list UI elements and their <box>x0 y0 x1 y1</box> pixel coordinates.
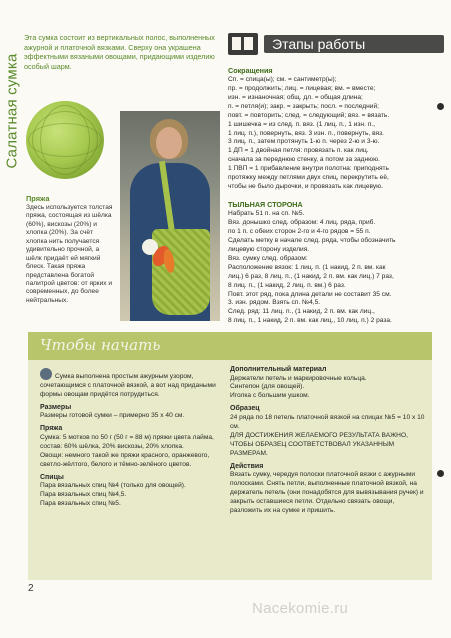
actions-heading: Действия <box>230 462 264 470</box>
sample-heading: Образец <box>230 405 260 413</box>
instruction-line: Набрать 51 п. на сп. №5. <box>228 209 305 217</box>
needle-item: Пара вязальных спиц №4 (только для овощей). <box>40 482 186 490</box>
getting-started-band <box>28 332 432 360</box>
getting-started-title: Чтобы начать <box>40 336 161 354</box>
extra-item: Синтепон (для овощей). <box>230 383 305 391</box>
abbrev-line: чтобы не было дырочки, и провязать как лицевую. <box>228 183 383 191</box>
yarn-ball-image <box>26 101 104 179</box>
instructions-column <box>228 62 428 326</box>
materials-column <box>40 368 228 509</box>
abbrev-line: пр. = продолжить; лиц. = лицевая; вм. = вместе; <box>228 84 376 92</box>
book-icon <box>228 33 258 55</box>
needles-heading: Спицы <box>40 473 64 481</box>
actions-text: Вязать сумку, чередуя полоски платочной вязки с ажурными полосками. Снять петли, выполненные платочной вязкой, на держатель петель (они понадобятся для вывязывания ручек) и закрыть оставшиеся петли. Отдельно связать овощи, разложить их на сумке и пришить. <box>230 471 424 514</box>
abbrev-line: повт. = повторить; след. = следующий; вяз. = вязать. <box>228 111 390 119</box>
abbrev-line: сначала за переднюю стенку, а потом за заднюю. <box>228 156 380 164</box>
punch-hole <box>437 470 444 477</box>
abbrev-line: изн. = изнаночная; общ. дл. = общая длина; <box>228 93 363 101</box>
abbrev-line: Сп. = спица(ы); см. = сантиметр(ы); <box>228 75 337 83</box>
instruction-line: лиц.) 6 раз, 8 лиц. п., (1 накид, 2 п. вм. как лиц.) 7 раз, <box>228 272 394 280</box>
instruction-line: 8 лиц. п., 1 накид, 2 п. вм. как лиц., 10 лиц. п.) 2 раза. <box>228 317 392 325</box>
instruction-line: Сделать метку в начале след. ряда, чтобы обозначить <box>228 236 396 244</box>
instruction-line: Вяз. донышко след. образом: 4 лиц. ряда, приб. <box>228 218 376 226</box>
page-number: 2 <box>28 583 34 594</box>
abbrev-line: 1 ПВП = 1 прибавление внутри полотна: приподнять <box>228 165 389 173</box>
sample-text: 24 ряда по 18 петель платочной вязкой на спицах №5 = 10 х 10 см. <box>230 413 425 430</box>
abbrev-line: 3 лиц. п., затем протянуть 1-ю п. через 2-ю и 3-ю. <box>228 138 380 146</box>
extra-item: Иголка с большим ушком. <box>230 392 310 400</box>
model-photo <box>120 111 220 321</box>
extra-heading: Дополнительный материал <box>230 366 327 373</box>
yarn-materials-heading: Пряжа <box>40 425 63 433</box>
yarn-heading: Пряжа <box>26 194 50 203</box>
stages-header <box>228 33 428 55</box>
back-instructions <box>228 210 428 326</box>
bottom-intro: Сумка выполнена простым ажурным узором, сочетающимся с платочной вязкой, а вот над придаными формы овощам придётся потрудиться. <box>40 368 228 400</box>
yarn-veg-text: Овощи: немного такой же пряжи красного, оранжевого, светло-жёлтого, белого и тёмно-зелёного цветов. <box>40 451 210 468</box>
abbrev-line: п. = петля(и); закр. = закрыть; посл. = последний; <box>228 102 379 110</box>
getting-started-box <box>28 332 432 580</box>
abbrev-heading: Сокращения <box>228 66 273 75</box>
instruction-line: по 1 п. с обеих сторон 2-го и 4-го рядов = 55 п. <box>228 227 371 235</box>
instruction-line: Вяз. сумку след. образом: <box>228 254 308 262</box>
sample-warning: ДЛЯ ДОСТИЖЕНИЯ ЖЕЛАЕМОГО РЕЗУЛЬТАТА ВАЖНО, ЧТОБЫ ОБРАЗЕЦ СООТВЕТСТВОВАЛ УКАЗАННЫМ РАЗМЕРАМ. <box>230 431 408 457</box>
yarn-bag-text: Сумка: 5 мотков по 50 г (50 г = 88 м) пряжи цвета лайма, состав: 60% шёлка, 20% вискозы, 20% хлопка. <box>40 433 214 450</box>
instruction-line: 3. изн. рядом. Взять сп. №4,5. <box>228 299 321 307</box>
needle-item: Пара вязальных спиц №4,5. <box>40 491 127 499</box>
back-heading: ТЫЛЬНАЯ СТОРОНА <box>228 200 303 210</box>
instruction-line: 8 лиц. п., (1 накид, 2 лиц. п. вм.) 6 раз. <box>228 281 346 289</box>
extras-column <box>230 362 426 516</box>
yarn-description: Здесь используется толстая пряжа, состоящая из шёлка (60%), вискозы (20%) и хлопка (20%). За счёт хлопка нить получается удивительно прочной, а шёлк придаёт ей мягкий блеск. Такая пряжа представлена богатой палитрой цветов: от ярких и современных, до более нейтральных. <box>26 204 113 304</box>
size-text: Размеры готовой сумки – примерно 35 х 40 см. <box>40 412 185 420</box>
abbrev-line: протяжку между петлями двух спиц, перекрутить её, <box>228 174 389 182</box>
abbrev-line: 1 шишечка = из след. п. вяз. (1 лиц. п., 1 изн. п., <box>228 120 375 128</box>
instruction-line: Повт. этот ряд, пока длина детали не составит 35 см. <box>228 290 392 298</box>
instruction-line: След. ряд: 11 лиц. п., (1 накид, 2 п. вм. как лиц., <box>228 308 375 316</box>
size-heading: Размеры <box>40 403 72 411</box>
stages-title: Этапы работы <box>264 35 444 53</box>
extra-item: Держатели петель и маркировочные кольца. <box>230 374 367 382</box>
punch-hole <box>437 103 444 110</box>
instruction-line: лицевую сторону изделия. <box>228 245 310 253</box>
instruction-line: Расположение вязок: 1 лиц. п. (1 накид, 2 п. вм. как <box>228 263 386 271</box>
bag-icon <box>40 368 52 380</box>
abbrev-list <box>228 76 428 192</box>
abbrev-line: 1 ДП = 1 двойная петля: провязать п. как лиц. <box>228 147 369 155</box>
watermark: Nacekomie.ru <box>252 600 349 617</box>
intro-text: Эта сумка состоит из вертикальных полос, выполненных ажурной и платочной вязками. Сверху она украшена эффектными вязаными овощами, придающими изделию особый шарм. <box>24 33 215 71</box>
sidebar-title: Салатная сумка <box>3 53 21 169</box>
needle-item: Пара вязальных спиц №5. <box>40 500 121 508</box>
abbrev-line: 1 лиц. п.), повернуть, вяз. 3 изн. п., повернуть, вяз. <box>228 129 384 137</box>
